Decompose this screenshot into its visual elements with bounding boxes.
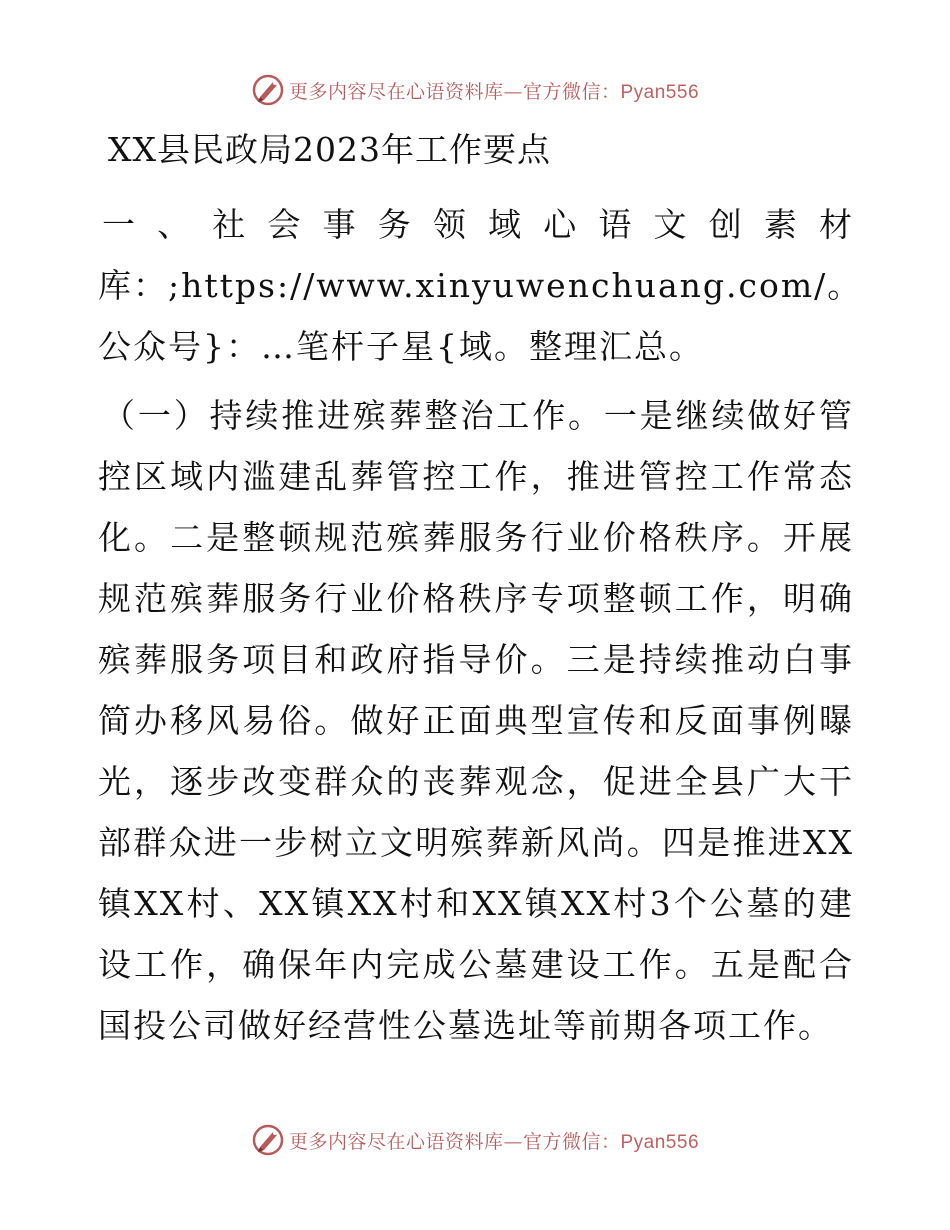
footer-watermark bbox=[0, 1120, 950, 1160]
watermark-text: 更多内容尽在心语资料库—官方微信：Pyan556 bbox=[288, 1130, 700, 1153]
header-watermark bbox=[0, 70, 950, 110]
document-title: XX县民政局2023年工作要点 bbox=[108, 130, 551, 169]
paragraph-body: （一）持续推进殡葬整治工作。一是继续做好管控区域内滥建乱葬管控工作，推进管控工作常态化。二是整顿规范殡葬服务行业价格秩序。开展规范殡葬服务行业价格秩序专项整顿工作，明确殡葬服务项目和政府指导价。三是持续推动白事简办移风易俗。做好正面典型宣传和反面事例曝光，逐步改变群众的丧葬观念，促进全县广大干部群众进一步树立文明殡葬新风尚。四是推进XX镇XX村、XX镇XX村和XX镇XX村3个公墓的建设工作，确保年内完成公墓建设工作。五是配合国投公司做好经营性公墓选址等前期各项工作。 bbox=[98, 396, 854, 1045]
pen-logo-icon bbox=[251, 73, 285, 107]
paragraph-section-heading: 一、社会事务领域心语文创素材库：;https://www.xinyuwenchuang.com/。公众号}：…笔杆子星{域。整理汇总。 bbox=[98, 205, 863, 366]
pen-logo-icon bbox=[251, 1123, 285, 1157]
watermark-text: 更多内容尽在心语资料库—官方微信：Pyan556 bbox=[288, 80, 700, 103]
